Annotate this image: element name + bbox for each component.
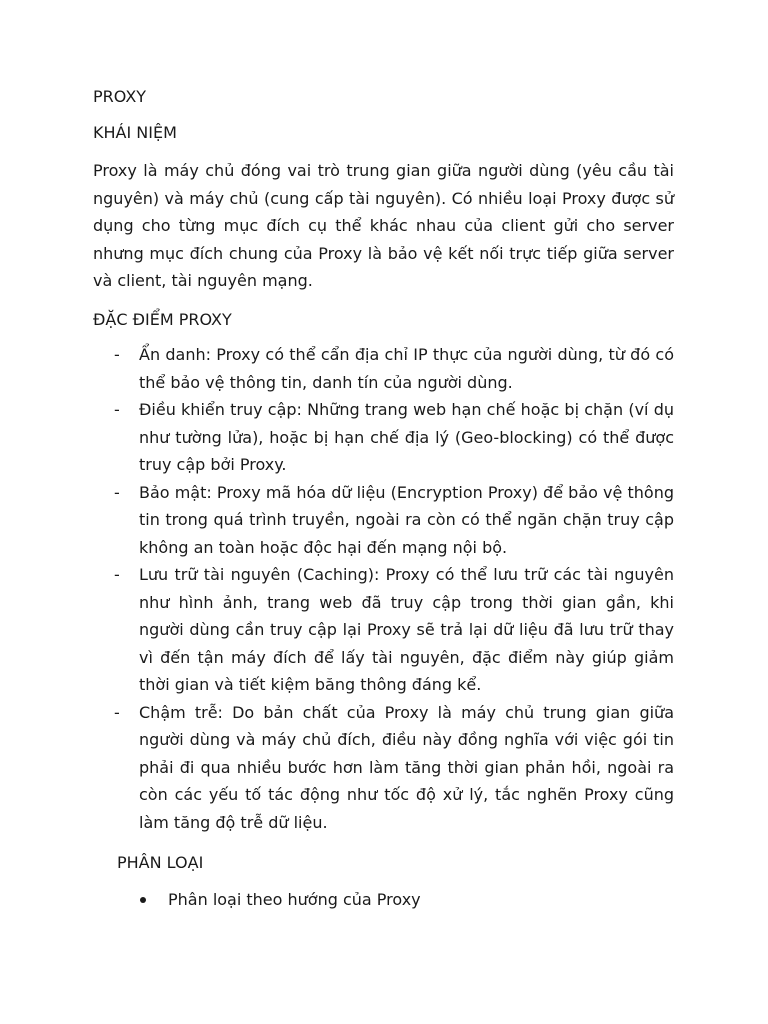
list-item-text: Bảo mật: Proxy mã hóa dữ liệu (Encryption Proxy) để bảo vệ thông tin trong quá trình truyền, ngoài ra còn có thể ngăn chặn truy cập không an toàn hoặc độc hại đến mạng nội bộ.: [139, 482, 674, 557]
dash-marker: -: [114, 345, 120, 364]
list-item: [114, 561, 674, 699]
list-item: [114, 479, 674, 562]
list-item-text: Phân loại theo hướng của Proxy: [168, 890, 421, 909]
dash-marker: -: [114, 482, 120, 502]
list-item: [114, 341, 674, 396]
section-heading-features: ĐẶC ĐIỂM PROXY: [93, 310, 232, 329]
bullet-icon: [140, 897, 146, 903]
features-list: [114, 341, 674, 836]
dash-marker: -: [114, 702, 120, 722]
list-item: [114, 396, 674, 479]
list-item-text: Chậm trễ: Do bản chất của Proxy là máy chủ trung gian giữa người dùng và máy chủ đích, điều này đồng nghĩa với việc gói tin phải đi qua nhiều bước hơn làm tăng thời gian phản hồi, ngoài ra còn các yếu tố tác động như tốc độ xử lý, tắc nghẽn Proxy cũng làm tăng độ trễ dữ liệu.: [139, 702, 674, 832]
dash-marker: -: [114, 565, 120, 584]
concept-paragraph: Proxy là máy chủ đóng vai trò trung gian giữa người dùng (yêu cầu tài nguyên) và máy chủ (cung cấp tài nguyên). Có nhiều loại Proxy được sử dụng cho từng mục đích cụ thể khác nhau của client gửi cho server nhưng mục đích chung của Proxy là bảo vệ kết nối trực tiếp giữa server và client, tài nguyên mạng.: [93, 161, 674, 290]
section-heading-classification: PHÂN LOẠI: [117, 853, 204, 872]
list-item: [114, 699, 674, 837]
list-item-text: Điều khiển truy cập: Những trang web hạn chế hoặc bị chặn (ví dụ như tường lửa), hoặc bị hạn chế địa lý (Geo-blocking) có thể được truy cập bởi Proxy.: [139, 400, 674, 474]
list-item-text: Lưu trữ tài nguyên (Caching): Proxy có thể lưu trữ các tài nguyên như hình ảnh, trang web đã truy cập trong thời gian gần, khi người dùng cần truy cập lại Proxy sẽ trả lại dữ liệu đã lưu trữ thay vì đến tận máy đích để lấy tài nguyên, đặc điểm này giúp giảm thời gian và tiết kiệm băng thông đáng kể.: [139, 565, 674, 694]
document-title: PROXY: [93, 87, 147, 106]
dash-marker: -: [114, 400, 120, 419]
section-heading-concept: KHÁI NIỆM: [93, 123, 177, 142]
classification-list: [138, 886, 421, 914]
list-item-text: Ẩn danh: Proxy có thể cẩn địa chỉ IP thực của người dùng, từ đó có thể bảo vệ thông tin, danh tín của người dùng.: [139, 345, 674, 392]
list-item: [138, 886, 421, 914]
